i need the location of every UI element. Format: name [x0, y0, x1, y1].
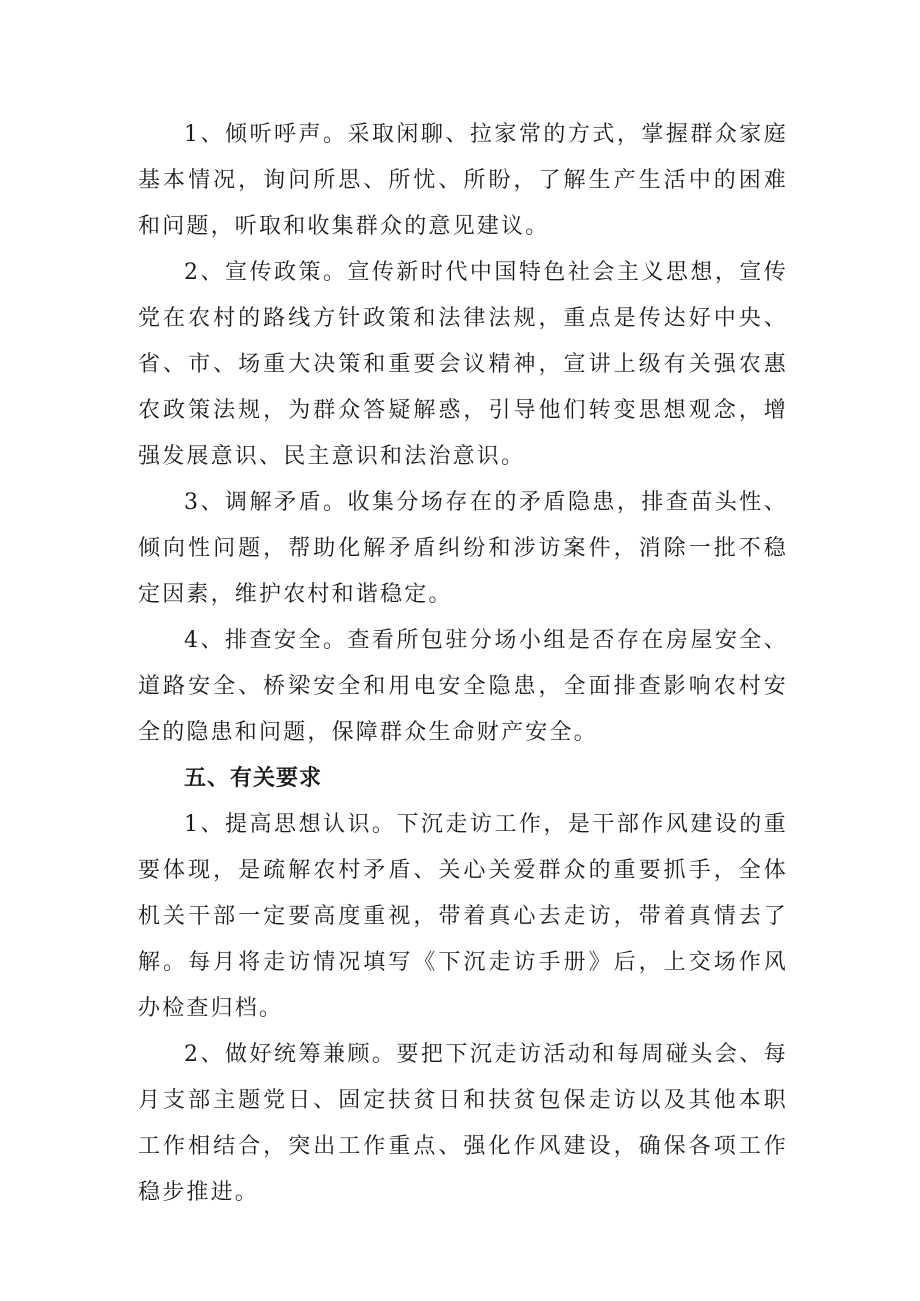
document-body: [138, 112, 788, 1216]
section-heading-requirements: 五、有关要求: [184, 766, 323, 791]
paragraph-mediate-conflicts: 3、调解矛盾。收集分场存在的矛盾隐患，排查苗头性、倾向性问题，帮助化解矛盾纠纷和涉访案件，消除一批不稳定因素，维护农村和谐稳定。: [138, 490, 788, 607]
paragraph-publicize-policy: 2、宣传政策。宣传新时代中国特色社会主义思想，宣传党在农村的路线方针政策和法律法规，重点是传达好中央、省、市、场重大决策和重要会议精神，宣讲上级有关强农惠农政策法规，为群众答疑解惑，引导他们转变思想观念，增强发展意识、民主意识和法治意识。: [138, 260, 788, 469]
paragraph-overall-planning: 2、做好统筹兼顾。要把下沉走访活动和每周碰头会、每月支部主题党日、固定扶贫日和扶贫包保走访以及其他本职工作相结合，突出工作重点、强化作风建设，确保各项工作稳步推进。: [138, 1042, 788, 1205]
paragraph-listen-voices: 1、倾听呼声。采取闲聊、拉家常的方式，掌握群众家庭基本情况，询问所思、所忧、所盼，了解生产生活中的困难和问题，听取和收集群众的意见建议。: [138, 122, 788, 239]
paragraph-check-safety: 4、排查安全。查看所包驻分场小组是否存在房屋安全、道路安全、桥梁安全和用电安全隐患，全面排查影响农村安全的隐患和问题，保障群众生命财产安全。: [138, 628, 788, 745]
paragraph-raise-awareness: 1、提高思想认识。下沉走访工作，是干部作风建设的重要体现，是疏解农村矛盾、关心关爱群众的重要抓手，全体机关干部一定要高度重视，带着真心去走访，带着真情去了解。每月将走访情况填写《下沉走访手册》后，上交场作风办检查归档。: [138, 812, 788, 1021]
